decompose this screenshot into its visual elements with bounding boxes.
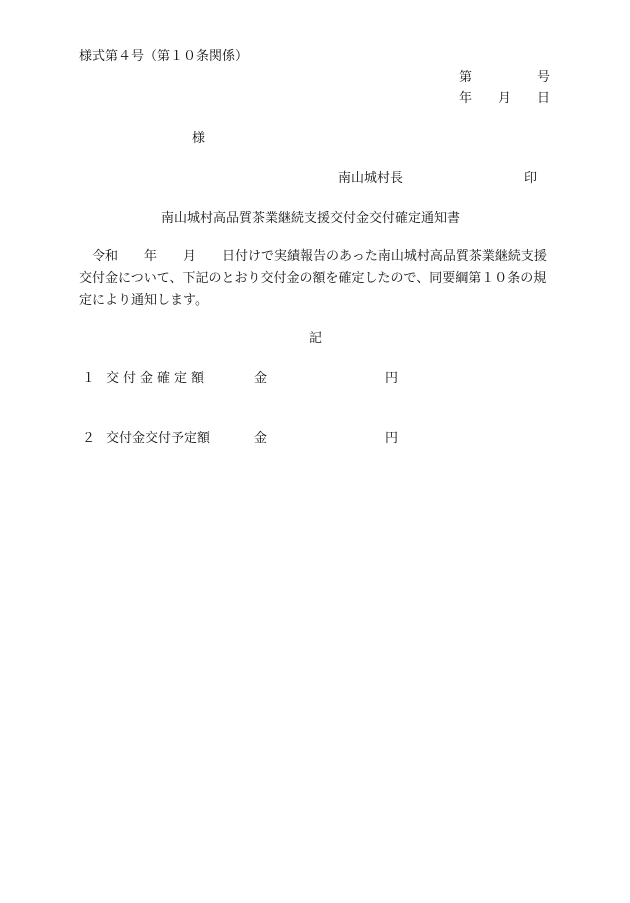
- issuer-name: 南山城村長: [338, 171, 404, 186]
- date-month: 月: [498, 91, 512, 106]
- item-number: １: [82, 371, 96, 386]
- ki-heading: 記: [309, 331, 323, 346]
- seal-mark: 印: [524, 171, 538, 186]
- form-number: 様式第４号（第１０条関係）: [79, 49, 249, 64]
- addressee-suffix: 様: [192, 131, 206, 146]
- item-kin: 金: [254, 371, 268, 386]
- body-paragraph: 令和 年 月 日付けで実績報告のあった南山城村高品質茶業継続支援交付金について、下記のとおり交付金の額を確定したので、同要綱第１０条の規定により通知します。: [79, 249, 547, 308]
- item-label: 交付金確定額: [106, 371, 209, 386]
- item-yen: 円: [385, 431, 399, 446]
- document-title: 南山城村高品質茶業継続支援交付金交付確定通知書: [161, 211, 461, 226]
- doc-number-dai: 第: [459, 70, 473, 85]
- item-label: 交付金交付予定額: [106, 431, 211, 446]
- date-day: 日: [537, 91, 551, 106]
- item-number: ２: [82, 431, 96, 446]
- date-year: 年: [459, 91, 473, 106]
- doc-number-go: 号: [537, 70, 551, 85]
- item-yen: 円: [385, 371, 399, 386]
- item-kin: 金: [254, 431, 268, 446]
